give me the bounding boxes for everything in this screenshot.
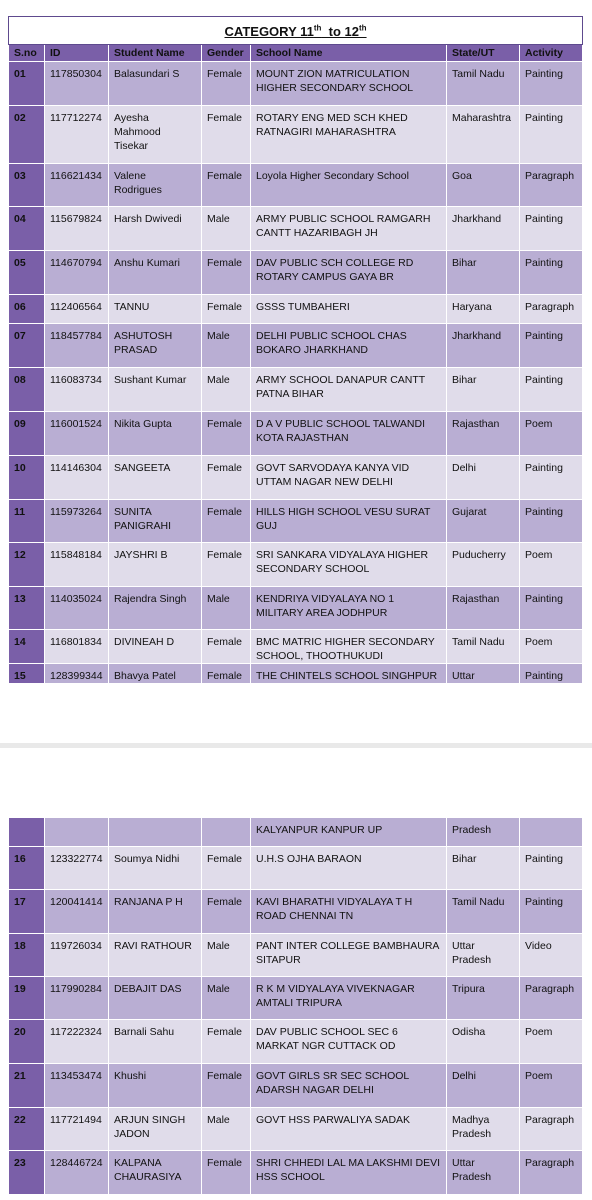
- cell-sno: 11: [9, 500, 45, 543]
- table-row: [9, 977, 583, 1020]
- cell-gender: Male: [202, 1108, 251, 1151]
- cell-id: 117712274: [45, 106, 109, 164]
- cell-school-name: KENDRIYA VIDYALAYA NO 1 MILITARY AREA JODHPUR: [251, 587, 447, 630]
- table-row: [9, 1108, 583, 1151]
- table-row: [9, 630, 583, 664]
- cell-sno: 07: [9, 324, 45, 368]
- cell-sno: 01: [9, 62, 45, 106]
- cell-student-name: KALPANA CHAURASIYA: [109, 1151, 202, 1195]
- cell-gender: Female: [202, 543, 251, 587]
- table-row: [9, 587, 583, 630]
- cell-state: Delhi: [447, 456, 520, 500]
- header-state: State/UT: [447, 45, 520, 62]
- cell-activity: Paragraph: [520, 164, 583, 207]
- cell-sno: 21: [9, 1064, 45, 1108]
- cell-activity: Paragraph: [520, 977, 583, 1020]
- cell-sno: 17: [9, 890, 45, 934]
- cell-sno: 04: [9, 207, 45, 251]
- table-row: [9, 62, 583, 106]
- table-row: [9, 890, 583, 934]
- cell-student-name: DEBAJIT DAS: [109, 977, 202, 1020]
- cell-id: 116801834: [45, 630, 109, 664]
- cell-school-name: GOVT GIRLS SR SEC SCHOOL ADARSH NAGAR DELHI: [251, 1064, 447, 1108]
- cell-school-name: DELHI PUBLIC SCHOOL CHAS BOKARO JHARKHAND: [251, 324, 447, 368]
- table-row: [9, 664, 583, 684]
- cell-school-name: ARMY SCHOOL DANAPUR CANTT PATNA BIHAR: [251, 368, 447, 412]
- cell-activity: Paragraph: [520, 295, 583, 324]
- cell-school-name: ROTARY ENG MED SCH KHED RATNAGIRI MAHARASHTRA: [251, 106, 447, 164]
- cell-id: 115679824: [45, 207, 109, 251]
- table-title: CATEGORY 11th to 12th: [9, 17, 583, 45]
- cell-state: Jharkhand: [447, 207, 520, 251]
- cell-gender: Male: [202, 324, 251, 368]
- cell-student-name: Ayesha Mahmood Tisekar: [109, 106, 202, 164]
- cell-student-name: ARJUN SINGH JADON: [109, 1108, 202, 1151]
- cell-activity: Painting: [520, 106, 583, 164]
- cell-school-name: R K M VIDYALAYA VIVEKNAGAR AMTALI TRIPURA: [251, 977, 447, 1020]
- table-row: [9, 1151, 583, 1195]
- cell-activity: Painting: [520, 664, 583, 684]
- cell-school-name: THE CHINTELS SCHOOL SINGHPUR: [251, 664, 447, 684]
- cell-student-name: Khushi: [109, 1064, 202, 1108]
- cell-student-name: TANNU: [109, 295, 202, 324]
- cell-student-name: Sushant Kumar: [109, 368, 202, 412]
- cell-activity: Painting: [520, 587, 583, 630]
- cell-sno: 22: [9, 1108, 45, 1151]
- cell-sno: 14: [9, 630, 45, 664]
- page-break: [0, 743, 592, 748]
- cell-state: Bihar: [447, 368, 520, 412]
- cell-student-name: ASHUTOSH PRASAD: [109, 324, 202, 368]
- header-id: ID: [45, 45, 109, 62]
- header-student-name: Student Name: [109, 45, 202, 62]
- cell-gender: Female: [202, 664, 251, 684]
- cell-sno: 03: [9, 164, 45, 207]
- cell-id: 123322774: [45, 847, 109, 890]
- cell-activity: Paragraph: [520, 1108, 583, 1151]
- cell-sno: 08: [9, 368, 45, 412]
- cell-sno: 06: [9, 295, 45, 324]
- cell-activity: Painting: [520, 500, 583, 543]
- cell-activity: Poem: [520, 1064, 583, 1108]
- cell-id: 114146304: [45, 456, 109, 500]
- cell-school-name: DAV PUBLIC SCHOOL SEC 6 MARKAT NGR CUTTACK OD: [251, 1020, 447, 1064]
- cell-state: Uttar: [447, 664, 520, 684]
- cell-student-name: Bhavya Patel: [109, 664, 202, 684]
- table-row: [9, 368, 583, 412]
- table-row: [9, 324, 583, 368]
- table-row: [9, 251, 583, 295]
- table-row: [9, 295, 583, 324]
- cell-school-name: ARMY PUBLIC SCHOOL RAMGARH CANTT HAZARIBAGH JH: [251, 207, 447, 251]
- cell-id: 117721494: [45, 1108, 109, 1151]
- cell-state: Tripura: [447, 977, 520, 1020]
- cell-student-name: SANGEETA: [109, 456, 202, 500]
- cell-student-name: Valene Rodrigues: [109, 164, 202, 207]
- cell-id: 118457784: [45, 324, 109, 368]
- header-row: [9, 45, 583, 62]
- table-row: [9, 456, 583, 500]
- cell-id: [45, 818, 109, 847]
- cell-sno: 09: [9, 412, 45, 456]
- cell-id: 113453474: [45, 1064, 109, 1108]
- cell-student-name: SUNITA PANIGRAHI: [109, 500, 202, 543]
- cell-id: 128446724: [45, 1151, 109, 1195]
- participants-table-page-2: [8, 817, 583, 1195]
- cell-student-name: DIVINEAH D: [109, 630, 202, 664]
- cell-student-name: Anshu Kumari: [109, 251, 202, 295]
- cell-sno: 15: [9, 664, 45, 684]
- cell-school-name: PANT INTER COLLEGE BAMBHAURA SITAPUR: [251, 934, 447, 977]
- cell-school-name: MOUNT ZION MATRICULATION HIGHER SECONDARY SCHOOL: [251, 62, 447, 106]
- cell-id: 116001524: [45, 412, 109, 456]
- cell-activity: Painting: [520, 62, 583, 106]
- cell-student-name: RAVI RATHOUR: [109, 934, 202, 977]
- cell-gender: Female: [202, 251, 251, 295]
- cell-school-name: KALYANPUR KANPUR UP: [251, 818, 447, 847]
- cell-school-name: KAVI BHARATHI VIDYALAYA T H ROAD CHENNAI TN: [251, 890, 447, 934]
- cell-activity: Painting: [520, 324, 583, 368]
- table-row: [9, 818, 583, 847]
- cell-state: Tamil Nadu: [447, 62, 520, 106]
- table-row: [9, 500, 583, 543]
- cell-state: Bihar: [447, 251, 520, 295]
- table-row: [9, 207, 583, 251]
- cell-school-name: SHRI CHHEDI LAL MA LAKSHMI DEVI HSS SCHOOL: [251, 1151, 447, 1195]
- cell-activity: Video: [520, 934, 583, 977]
- cell-id: 116621434: [45, 164, 109, 207]
- cell-sno: 02: [9, 106, 45, 164]
- cell-sno: 20: [9, 1020, 45, 1064]
- cell-state: Pradesh: [447, 818, 520, 847]
- cell-gender: Female: [202, 412, 251, 456]
- cell-gender: Male: [202, 207, 251, 251]
- cell-gender: Female: [202, 106, 251, 164]
- cell-activity: Painting: [520, 368, 583, 412]
- cell-sno: 12: [9, 543, 45, 587]
- cell-activity: Painting: [520, 890, 583, 934]
- cell-activity: [520, 818, 583, 847]
- cell-gender: Female: [202, 164, 251, 207]
- cell-sno: [9, 818, 45, 847]
- cell-student-name: Barnali Sahu: [109, 1020, 202, 1064]
- cell-activity: Painting: [520, 251, 583, 295]
- cell-gender: Female: [202, 1020, 251, 1064]
- cell-gender: Female: [202, 456, 251, 500]
- cell-state: Goa: [447, 164, 520, 207]
- header-sno: S.no: [9, 45, 45, 62]
- cell-sno: 23: [9, 1151, 45, 1195]
- cell-id: 114670794: [45, 251, 109, 295]
- cell-gender: Male: [202, 368, 251, 412]
- cell-school-name: BMC MATRIC HIGHER SECONDARY SCHOOL, THOOTHUKUDI: [251, 630, 447, 664]
- cell-activity: Poem: [520, 412, 583, 456]
- cell-gender: Male: [202, 587, 251, 630]
- cell-school-name: GOVT HSS PARWALIYA SADAK: [251, 1108, 447, 1151]
- cell-student-name: JAYSHRI B: [109, 543, 202, 587]
- cell-state: Maharashtra: [447, 106, 520, 164]
- table-row: [9, 847, 583, 890]
- cell-school-name: GSSS TUMBAHERI: [251, 295, 447, 324]
- table-row: [9, 1064, 583, 1108]
- table-row: [9, 934, 583, 977]
- cell-student-name: [109, 818, 202, 847]
- cell-gender: Female: [202, 1151, 251, 1195]
- header-activity: Activity: [520, 45, 583, 62]
- cell-id: 117990284: [45, 977, 109, 1020]
- cell-school-name: SRI SANKARA VIDYALAYA HIGHER SECONDARY SCHOOL: [251, 543, 447, 587]
- table-row: [9, 164, 583, 207]
- cell-id: 114035024: [45, 587, 109, 630]
- cell-state: Jharkhand: [447, 324, 520, 368]
- cell-student-name: Rajendra Singh: [109, 587, 202, 630]
- cell-sno: 13: [9, 587, 45, 630]
- cell-state: Odisha: [447, 1020, 520, 1064]
- cell-sno: 16: [9, 847, 45, 890]
- cell-state: Haryana: [447, 295, 520, 324]
- cell-state: Puducherry: [447, 543, 520, 587]
- cell-activity: Painting: [520, 207, 583, 251]
- cell-gender: Female: [202, 500, 251, 543]
- cell-id: 112406564: [45, 295, 109, 324]
- participants-table-page-1: [8, 16, 583, 684]
- cell-activity: Poem: [520, 1020, 583, 1064]
- cell-gender: Female: [202, 62, 251, 106]
- cell-id: 128399344: [45, 664, 109, 684]
- cell-activity: Painting: [520, 847, 583, 890]
- table-row: [9, 106, 583, 164]
- cell-activity: Poem: [520, 630, 583, 664]
- cell-sno: 05: [9, 251, 45, 295]
- header-school-name: School Name: [251, 45, 447, 62]
- cell-id: 116083734: [45, 368, 109, 412]
- table-row: [9, 1020, 583, 1064]
- cell-gender: Female: [202, 890, 251, 934]
- cell-school-name: HILLS HIGH SCHOOL VESU SURAT GUJ: [251, 500, 447, 543]
- cell-school-name: U.H.S OJHA BARAON: [251, 847, 447, 890]
- cell-student-name: Nikita Gupta: [109, 412, 202, 456]
- cell-student-name: Balasundari S: [109, 62, 202, 106]
- cell-student-name: RANJANA P H: [109, 890, 202, 934]
- cell-gender: Female: [202, 847, 251, 890]
- cell-activity: Poem: [520, 543, 583, 587]
- cell-id: 119726034: [45, 934, 109, 977]
- cell-id: 115973264: [45, 500, 109, 543]
- cell-id: 117222324: [45, 1020, 109, 1064]
- header-gender: Gender: [202, 45, 251, 62]
- cell-state: Rajasthan: [447, 587, 520, 630]
- cell-school-name: DAV PUBLIC SCH COLLEGE RD ROTARY CAMPUS GAYA BR: [251, 251, 447, 295]
- cell-state: Delhi: [447, 1064, 520, 1108]
- cell-student-name: Soumya Nidhi: [109, 847, 202, 890]
- cell-sno: 18: [9, 934, 45, 977]
- cell-id: 115848184: [45, 543, 109, 587]
- cell-gender: Female: [202, 295, 251, 324]
- cell-gender: Male: [202, 934, 251, 977]
- cell-state: Madhya Pradesh: [447, 1108, 520, 1151]
- cell-id: 117850304: [45, 62, 109, 106]
- cell-activity: Paragraph: [520, 1151, 583, 1195]
- cell-school-name: D A V PUBLIC SCHOOL TALWANDI KOTA RAJASTHAN: [251, 412, 447, 456]
- cell-gender: Male: [202, 977, 251, 1020]
- table-row: [9, 543, 583, 587]
- table-row: [9, 412, 583, 456]
- cell-state: Uttar Pradesh: [447, 1151, 520, 1195]
- cell-activity: Painting: [520, 456, 583, 500]
- cell-id: 120041414: [45, 890, 109, 934]
- cell-state: Gujarat: [447, 500, 520, 543]
- cell-school-name: Loyola Higher Secondary School: [251, 164, 447, 207]
- cell-student-name: Harsh Dwivedi: [109, 207, 202, 251]
- cell-school-name: GOVT SARVODAYA KANYA VID UTTAM NAGAR NEW DELHI: [251, 456, 447, 500]
- cell-gender: Female: [202, 630, 251, 664]
- cell-state: Uttar Pradesh: [447, 934, 520, 977]
- cell-sno: 19: [9, 977, 45, 1020]
- cell-state: Bihar: [447, 847, 520, 890]
- cell-state: Tamil Nadu: [447, 630, 520, 664]
- cell-gender: [202, 818, 251, 847]
- cell-gender: Female: [202, 1064, 251, 1108]
- cell-sno: 10: [9, 456, 45, 500]
- cell-state: Rajasthan: [447, 412, 520, 456]
- cell-state: Tamil Nadu: [447, 890, 520, 934]
